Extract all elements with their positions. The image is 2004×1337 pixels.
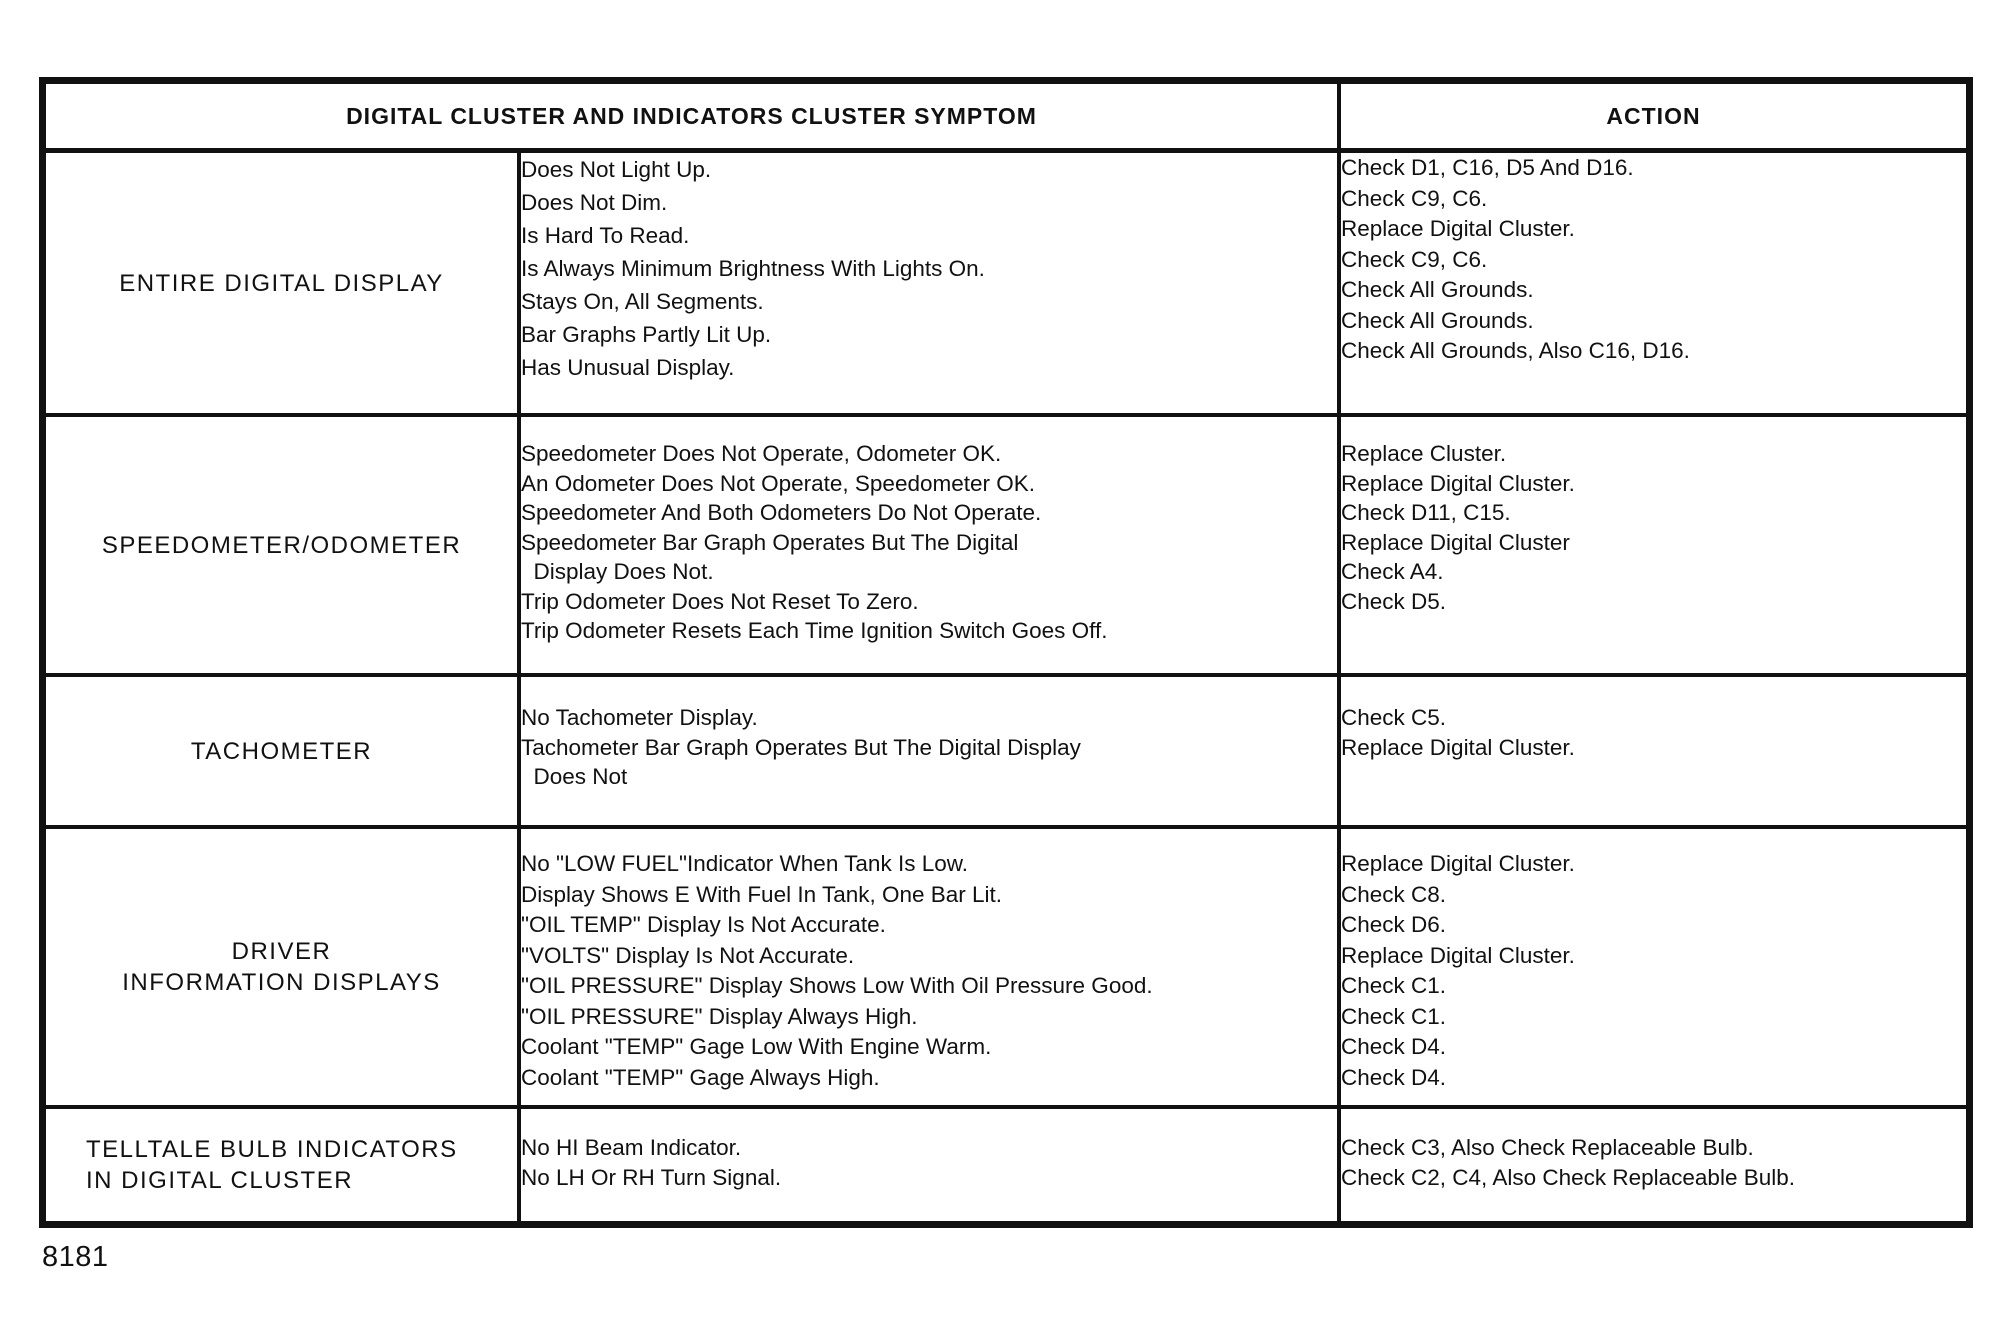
symptoms-cell [521, 417, 1341, 677]
symptom-item: Speedometer And Both Odometers Do Not Operate. [521, 500, 1042, 525]
action-item: Replace Cluster. [1341, 441, 1507, 466]
action-item: Check All Grounds. [1341, 307, 1534, 333]
actions-cell [1341, 1109, 1966, 1221]
action-item: Check All Grounds. [1341, 277, 1534, 302]
action-item: Check A4. [1341, 559, 1444, 584]
symptom-item: No LH Or RH Turn Signal. [521, 1164, 782, 1190]
symptom-list [521, 829, 1337, 1093]
action-item: Replace Digital Cluster. [1341, 470, 1575, 496]
symptom-item: Trip Odometer Does Not Reset To Zero. [521, 588, 919, 614]
action-item: Check C1. [1341, 973, 1447, 998]
category-tachometer: TACHOMETER [46, 677, 521, 829]
action-list [1341, 153, 1966, 367]
action-item: Check D4. [1341, 1034, 1447, 1059]
symptom-item: Is Always Minimum Brightness With Lights On. [521, 256, 985, 281]
symptom-item: "OIL TEMP" Display Is Not Accurate. [521, 912, 886, 937]
symptoms-cell [521, 677, 1341, 829]
symptom-item: Speedometer Bar Graph Operates But The Digital [521, 529, 1019, 555]
action-item: Check C1. [1341, 1003, 1447, 1029]
action-item: Check All Grounds, Also C16, D16. [1341, 338, 1690, 363]
symptom-item: No HI Beam Indicator. [521, 1135, 742, 1160]
symptom-item: Trip Odometer Resets Each Time Ignition Switch Goes Off. [521, 618, 1108, 643]
action-item: Check D4. [1341, 1064, 1447, 1090]
action-item: Check C2, C4, Also Check Replaceable Bulb. [1341, 1164, 1795, 1190]
symptom-item: Coolant "TEMP" Gage Always High. [521, 1064, 880, 1090]
symptom-item: "OIL PRESSURE" Display Always High. [521, 1003, 918, 1029]
action-list [1341, 829, 1966, 1093]
symptom-item: No "LOW FUEL"Indicator When Tank Is Low. [521, 851, 968, 876]
diagnosis-table [39, 77, 1973, 1228]
symptom-item: Does Not [521, 764, 628, 789]
symptom-item: Does Not Light Up. [521, 157, 712, 182]
symptom-item: Coolant "TEMP" Gage Low With Engine Warm. [521, 1034, 992, 1059]
actions-cell [1341, 677, 1966, 829]
action-item: Replace Digital Cluster. [1341, 851, 1575, 876]
action-item: Check D11, C15. [1341, 500, 1511, 525]
actions-cell [1341, 153, 1966, 417]
action-item: Replace Digital Cluster. [1341, 734, 1575, 760]
action-item: Check D5. [1341, 588, 1447, 614]
symptom-item: "OIL PRESSURE" Display Shows Low With Oil Pressure Good. [521, 973, 1153, 998]
action-item: Check C8. [1341, 881, 1447, 907]
actions-cell [1341, 829, 1966, 1109]
symptom-item: Tachometer Bar Graph Operates But The Digital Display [521, 734, 1081, 760]
symptom-column-header: DIGITAL CLUSTER AND INDICATORS CLUSTER SYMPTOM [46, 84, 1341, 153]
action-item: Check D1, C16, D5 And D16. [1341, 155, 1634, 180]
action-list [1341, 417, 1966, 616]
actions-cell [1341, 417, 1966, 677]
action-list [1341, 1109, 1966, 1192]
symptom-item: Has Unusual Display. [521, 355, 735, 380]
symptom-item: An Odometer Does Not Operate, Speedometer OK. [521, 470, 1036, 496]
action-item: Check C9, C6. [1341, 246, 1488, 272]
symptoms-cell [521, 1109, 1341, 1221]
category-entire-digital-display: ENTIRE DIGITAL DISPLAY [46, 153, 521, 417]
action-column-header: ACTION [1341, 84, 1966, 153]
symptom-list [521, 677, 1337, 792]
action-item: Replace Digital Cluster [1341, 529, 1570, 555]
symptom-item: Bar Graphs Partly Lit Up. [521, 322, 772, 347]
symptoms-cell [521, 829, 1341, 1109]
symptoms-cell [521, 153, 1341, 417]
figure-number: 8181 [42, 1241, 109, 1273]
symptom-item: No Tachometer Display. [521, 705, 758, 730]
symptom-item: Is Hard To Read. [521, 223, 690, 248]
symptom-list [521, 417, 1337, 646]
action-item: Replace Digital Cluster. [1341, 216, 1575, 241]
category-telltale-bulb-indicators: TELLTALE BULB INDICATORS IN DIGITAL CLUSTER [46, 1109, 521, 1221]
symptom-item: Does Not Dim. [521, 190, 668, 215]
symptom-item: Display Does Not. [521, 559, 714, 584]
symptom-item: Display Shows E With Fuel In Tank, One Bar Lit. [521, 881, 1003, 907]
symptom-item: "VOLTS" Display Is Not Accurate. [521, 942, 855, 968]
action-item: Check C5. [1341, 705, 1447, 730]
category-driver-information-displays: DRIVER INFORMATION DISPLAYS [46, 829, 521, 1109]
symptom-list [521, 153, 1337, 384]
action-item: Check C9, C6. [1341, 185, 1488, 211]
action-item: Replace Digital Cluster. [1341, 942, 1575, 968]
action-item: Check C3, Also Check Replaceable Bulb. [1341, 1135, 1754, 1160]
symptom-item: Stays On, All Segments. [521, 289, 764, 314]
action-item: Check D6. [1341, 912, 1447, 937]
category-speedometer-odometer: SPEEDOMETER/ODOMETER [46, 417, 521, 677]
symptom-item: Speedometer Does Not Operate, Odometer OK. [521, 441, 1002, 466]
action-list [1341, 677, 1966, 762]
symptom-list [521, 1109, 1337, 1192]
